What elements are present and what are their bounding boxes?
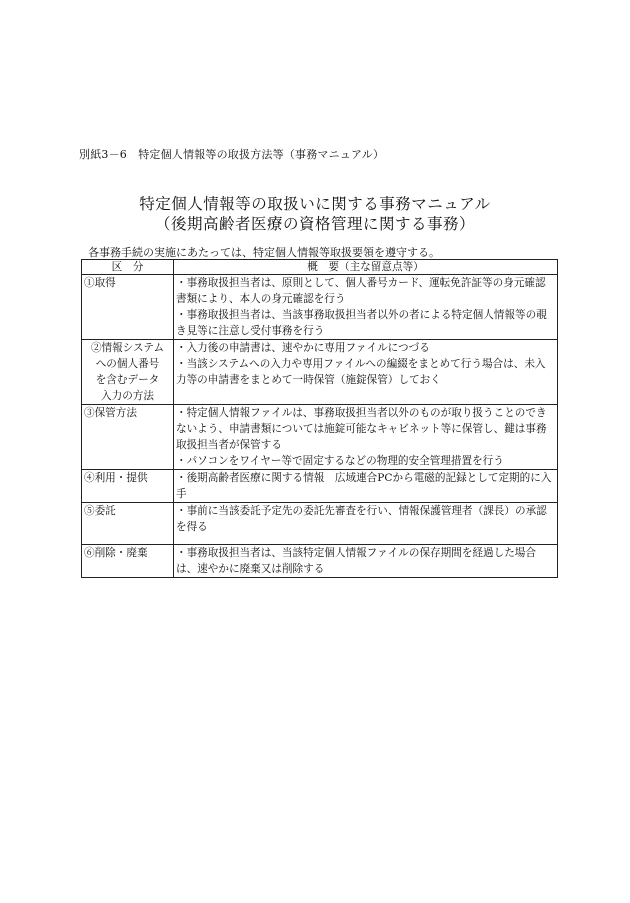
intro-text: 各事務手続の実施にあたっては、特定個人情報等取扱要領を遵守する。 [88,246,440,259]
category-label: ②情報システム への個人番号 を含むデータ 入力の方法 [90,342,165,402]
row-overview-cell [174,405,558,470]
row-overview-cell [174,340,558,405]
overview-line: ・事務取扱担当者は、当該特定個人情報ファイルの保存期間を経過した場合は、速やかに廃棄又は削除する [176,547,536,575]
row-category-cell [82,275,174,340]
row-category-cell [82,470,174,503]
table-row [82,545,558,578]
category-label: ⑥削除・廃棄 [84,547,148,559]
table-row [82,470,558,503]
category-label: ①取得 [84,277,116,289]
overview-line: ・事務取扱担当者は、当該事務取扱担当者以外の者による特定個人情報等の覗き見等に注意し受付事務を行う [176,309,547,337]
overview-line: ・入力後の申請書は、速やかに専用ファイルにつづる [176,342,430,354]
table-row [82,340,558,405]
column-header-overview: 概 要（主な留意点等） [174,260,558,275]
category-label: ③保管方法 [84,407,137,419]
row-overview-cell [174,470,558,503]
overview-line: ・後期高齢者医療に関する情報 広域連合PCから電磁的記録として定期的に入手 [176,472,552,500]
row-overview-cell [174,275,558,340]
row-overview-cell [174,545,558,578]
column-header-category: 区 分 [82,260,174,275]
overview-line: ・事務取扱担当者は、原則として、個人番号カード、運転免許証等の身元確認書類により、本人の身元確認を行う [176,277,546,305]
category-label: ⑤委託 [84,505,116,517]
row-category-cell [82,405,174,470]
row-category-cell [82,503,174,545]
row-category-cell [82,340,174,405]
row-overview-cell [174,503,558,545]
table-row [82,275,558,340]
document-subtitle: （後期高齢者医療の資格管理に関する事務） [154,215,475,233]
category-label: ④利用・提供 [84,472,148,484]
document-title: 特定個人情報等の取扱いに関する事務マニュアル [139,195,491,213]
overview-line: ・特定個人情報ファイルは、事務取扱担当者以外のものが取り扱うことのできないよう、申請書類については施錠可能なキャビネット等に保管し、鍵は事務取扱担当者が保管する [176,407,547,451]
table-header-row [82,260,558,275]
overview-line: ・パソコンをワイヤー等で固定するなどの物理的安全管理措置を行う [176,455,504,467]
table-row [82,503,558,545]
row-category-cell [82,545,174,578]
overview-line: ・当該システムへの入力や専用ファイルへの編綴をまとめて行う場合は、未入力等の申請書をまとめて一時保管（施錠保管）しておく [176,358,546,386]
manual-table [81,259,558,578]
overview-line: ・事前に当該委託予定先の委託先審査を行い、情報保護管理者（課長）の承認を得る [176,505,547,533]
attachment-header-note: 別紙3－6 特定個人情報等の取扱方法等（事務マニュアル） [79,148,385,161]
table-row [82,405,558,470]
